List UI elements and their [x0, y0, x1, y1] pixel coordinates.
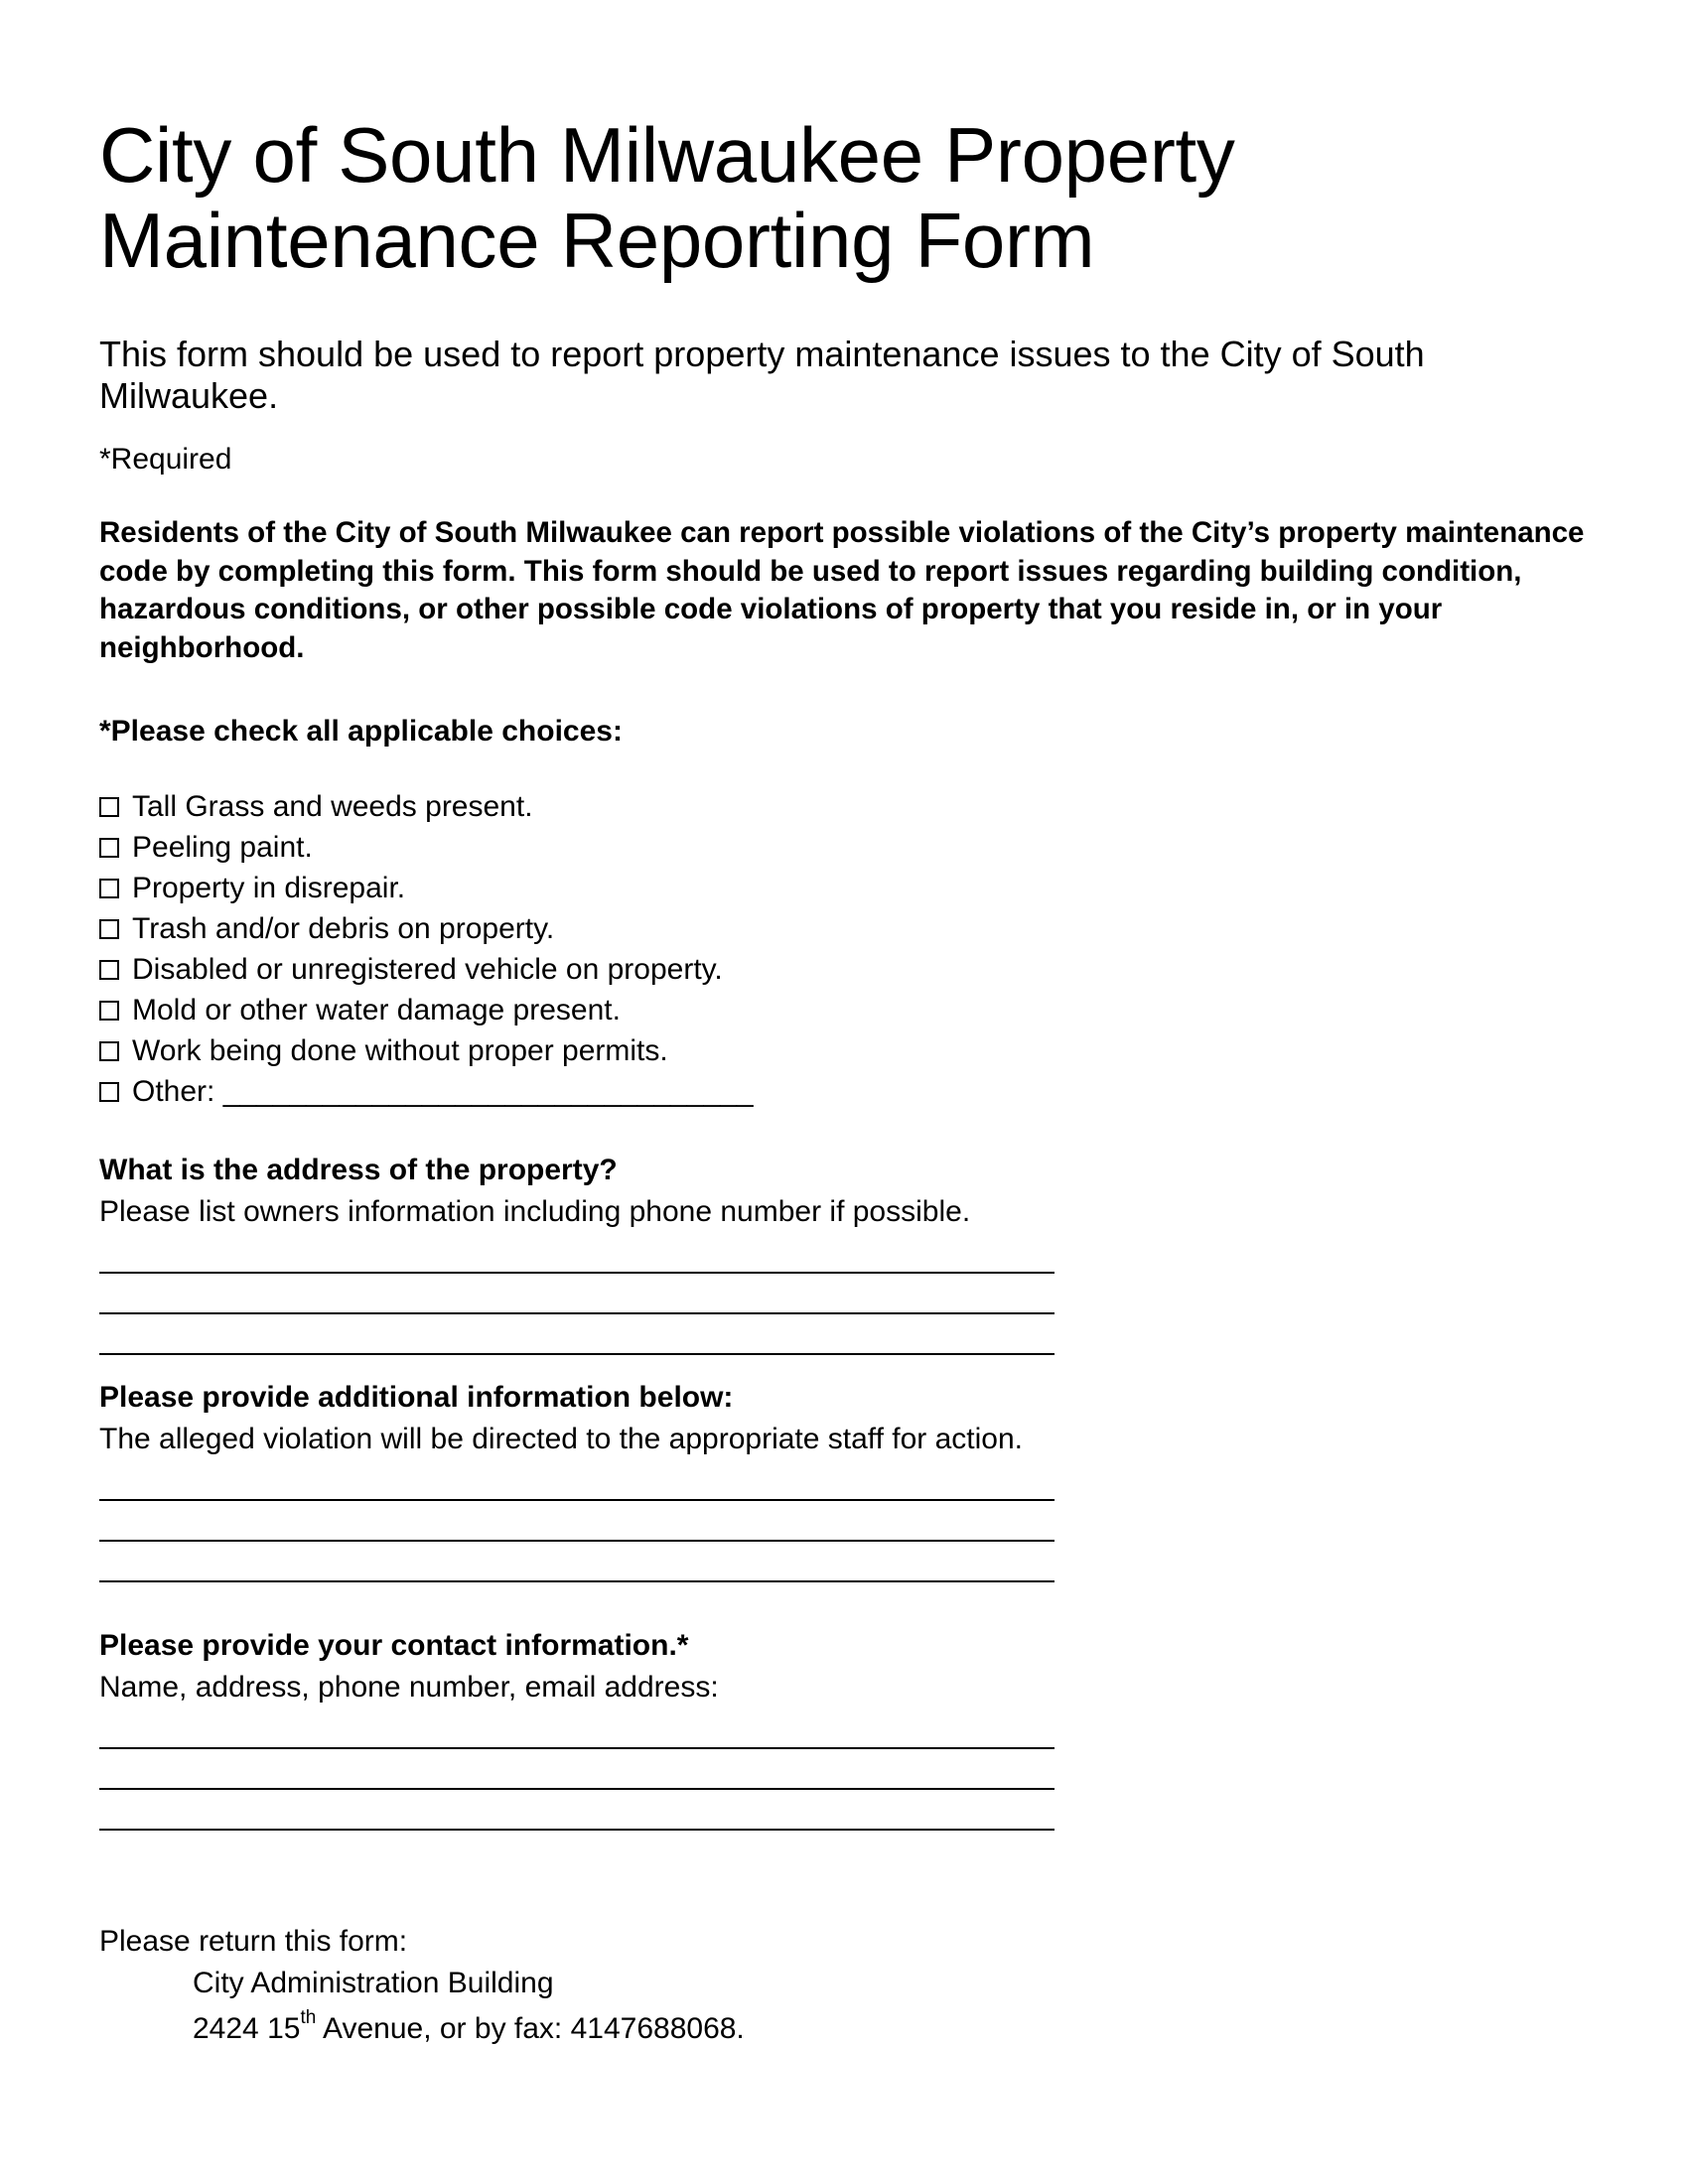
checkbox-icon[interactable] [99, 838, 119, 858]
title-line-1: City of South Milwaukee Property [99, 111, 1235, 199]
street-rest: Avenue, or by fax: 4147688068. [316, 2012, 745, 2045]
choice-item[interactable] [99, 990, 754, 1030]
checkbox-icon[interactable] [99, 879, 119, 898]
description-paragraph: Residents of the City of South Milwaukee can report possible violations of the City’s property maintenance code by completing this form. This form should be used to report issues regarding building condition, hazardous conditions, or other possible code violations of property that you reside in, or in your neighborhood. [99, 516, 1585, 664]
choice-item[interactable] [99, 908, 754, 949]
choice-item[interactable] [99, 827, 754, 868]
address-section [99, 1150, 1192, 1355]
choice-label: Tall Grass and weeds present. [132, 789, 533, 823]
contact-section [99, 1625, 1192, 1831]
address-line[interactable] [99, 1314, 1055, 1355]
choice-item[interactable] [99, 1030, 754, 1071]
checkbox-icon[interactable] [99, 797, 119, 817]
choice-label: Disabled or unregistered vehicle on property. [132, 952, 723, 986]
intro-text: This form should be used to report property maintenance issues to the City of South Milwaukee. [99, 334, 1425, 416]
choice-label: Trash and/or debris on property. [132, 911, 555, 945]
contact-line[interactable] [99, 1749, 1055, 1790]
checkbox-icon[interactable] [99, 1001, 119, 1021]
contact-subtext: Name, address, phone number, email address: [99, 1671, 719, 1704]
choice-label-other[interactable]: Other: ________________________________ [132, 1074, 754, 1108]
return-address [99, 2008, 745, 2050]
required-note: *Required [99, 443, 232, 476]
choice-item[interactable] [99, 868, 754, 908]
additional-info-question: Please provide additional information below: [99, 1381, 734, 1414]
additional-info-line[interactable] [99, 1460, 1055, 1501]
checkbox-icon[interactable] [99, 1041, 119, 1061]
choice-item[interactable] [99, 786, 754, 827]
return-building: City Administration Building [193, 1967, 554, 1999]
title-line-2: Maintenance Reporting Form [99, 197, 1095, 284]
address-line[interactable] [99, 1274, 1055, 1314]
contact-line[interactable] [99, 1708, 1055, 1749]
choice-item[interactable] [99, 949, 754, 990]
contact-question: Please provide your contact information.* [99, 1629, 689, 1662]
street-number: 2424 15 [193, 2012, 301, 2045]
page-title [99, 112, 1235, 283]
choice-label: Property in disrepair. [132, 871, 406, 904]
choice-label: Work being done without proper permits. [132, 1033, 668, 1067]
additional-info-section [99, 1377, 1192, 1582]
choice-item-other[interactable] [99, 1071, 754, 1112]
choice-label: Mold or other water damage present. [132, 993, 621, 1026]
contact-line[interactable] [99, 1790, 1055, 1831]
checkbox-icon[interactable] [99, 1082, 119, 1102]
choices-list [99, 786, 754, 1112]
additional-info-line[interactable] [99, 1542, 1055, 1582]
choices-heading: *Please check all applicable choices: [99, 715, 623, 748]
checkbox-icon[interactable] [99, 919, 119, 939]
return-info [99, 1921, 745, 2050]
choice-label: Peeling paint. [132, 830, 313, 864]
additional-info-line[interactable] [99, 1501, 1055, 1542]
address-subtext: Please list owners information including phone number if possible. [99, 1195, 971, 1228]
additional-info-subtext: The alleged violation will be directed to the appropriate staff for action. [99, 1423, 1023, 1455]
address-question: What is the address of the property? [99, 1154, 618, 1186]
return-label: Please return this form: [99, 1925, 408, 1958]
street-suffix: th [300, 2007, 317, 2028]
checkbox-icon[interactable] [99, 960, 119, 980]
address-line[interactable] [99, 1233, 1055, 1274]
